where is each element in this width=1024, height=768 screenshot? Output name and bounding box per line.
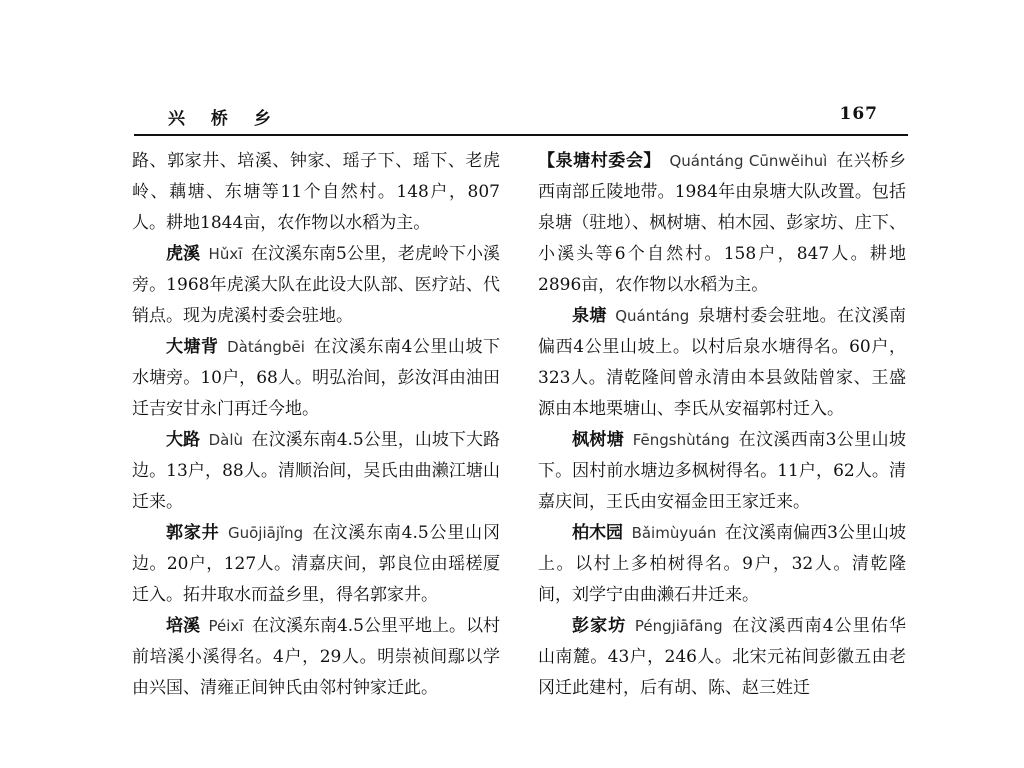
place-description: 在汶溪东南5公里，老虎岭下小溪旁。1968年虎溪大队在此设大队部、医疗站、代销点。现为虎溪村委会驻地。	[132, 244, 500, 326]
place-name: 大塘背	[166, 337, 219, 357]
place-description: 在汶溪东南4.5公里平地上。以村前培溪小溪得名。4户，29人。明崇祯间鄢以学由兴国、清雍正间钟氏由邻村钟家迁此。	[132, 616, 500, 698]
place-description: 在汶溪东南4.5公里，山坡下大路边。13户，88人。清顺治间，吴氏由曲濑江塘山迁来。	[132, 430, 500, 512]
header-rule	[134, 134, 908, 136]
place-name: 枫树塘	[572, 430, 625, 450]
place-description: 在汶溪南偏西3公里山坡上。以村上多柏树得名。9户，32人。清乾隆间，刘学宁由曲濑石井迁来。	[538, 523, 906, 605]
place-pinyin: Dàlù	[208, 431, 243, 449]
place-entry	[538, 611, 906, 704]
place-pinyin: Péngjiāfāng	[634, 617, 723, 635]
committee-heading-entry	[538, 146, 906, 301]
place-pinyin: Quántáng	[615, 307, 690, 325]
place-description: 泉塘村委会驻地。在汶溪南偏西4公里山坡上。以村后泉水塘得名。60户，323人。清乾隆间曾永清由本县敛陆曾家、王盛源由本地栗塘山、李氏从安福郭村迁入。	[538, 306, 907, 419]
place-description: 在汶溪东南4.5公里山冈边。20户，127人。清嘉庆间，郭良位由瑶槎厦迁入。拓井取水而益乡里，得名郭家井。	[132, 523, 500, 605]
place-description: 在汶溪西南4公里佑华山南麓。43户，246人。北宋元祐间彭徽五由老冈迁此建村，后有胡、陈、赵三姓迁	[538, 616, 906, 698]
place-pinyin: Péixī	[208, 617, 244, 635]
place-pinyin: Bǎimùyuán	[631, 524, 717, 542]
place-name: 大路	[166, 430, 201, 450]
committee-pinyin: Quántáng Cūnwěihuì	[669, 152, 828, 170]
place-name: 彭家坊	[572, 616, 627, 636]
place-entry	[132, 518, 500, 611]
place-pinyin: Dàtángbēi	[227, 338, 305, 356]
place-name: 培溪	[166, 616, 200, 636]
place-name: 柏木园	[572, 523, 624, 543]
running-title: 兴 桥 乡	[168, 109, 281, 129]
committee-description: 在兴桥乡西南部丘陵地带。1984年由泉塘大队改置。包括泉塘（驻地）、枫树塘、柏木园、彭家坊、庄下、小溪头等6个自然村。158户，847人。耕地2896亩，农作物以水稻为主。	[538, 151, 907, 295]
place-entry	[538, 301, 906, 425]
page-number: 167	[839, 104, 878, 124]
place-entry	[132, 332, 500, 425]
place-description: 在汶溪西南3公里山坡下。因村前水塘边多枫树得名。11户，62人。清嘉庆间，王氏由安福金田王家迁来。	[538, 430, 906, 512]
place-entry	[538, 425, 906, 518]
place-entry	[132, 425, 500, 518]
place-description: 在汶溪东南4公里山坡下水塘旁。10户，68人。明弘治间，彭汝洱由油田迁吉安甘永门再迁今地。	[132, 337, 500, 419]
place-name: 郭家井	[166, 523, 220, 543]
place-pinyin: Hǔxī	[208, 245, 243, 263]
committee-name: 【泉塘村委会】	[538, 151, 661, 171]
place-entry	[538, 518, 906, 611]
place-pinyin: Fēngshùtáng	[632, 431, 730, 449]
place-pinyin: Guōjiājǐng	[227, 524, 304, 542]
place-entry	[132, 611, 500, 704]
page-header	[140, 104, 904, 128]
right-column	[538, 146, 906, 704]
place-entry	[132, 239, 500, 332]
left-column	[132, 146, 500, 704]
place-name: 泉塘	[572, 306, 607, 326]
continued-text: 路、郭家井、培溪、钟家、瑶子下、瑶下、老虎岭、藕塘、东塘等11个自然村。148户，807人。耕地1844亩，农作物以水稻为主。	[132, 151, 500, 233]
place-name: 虎溪	[166, 244, 201, 264]
